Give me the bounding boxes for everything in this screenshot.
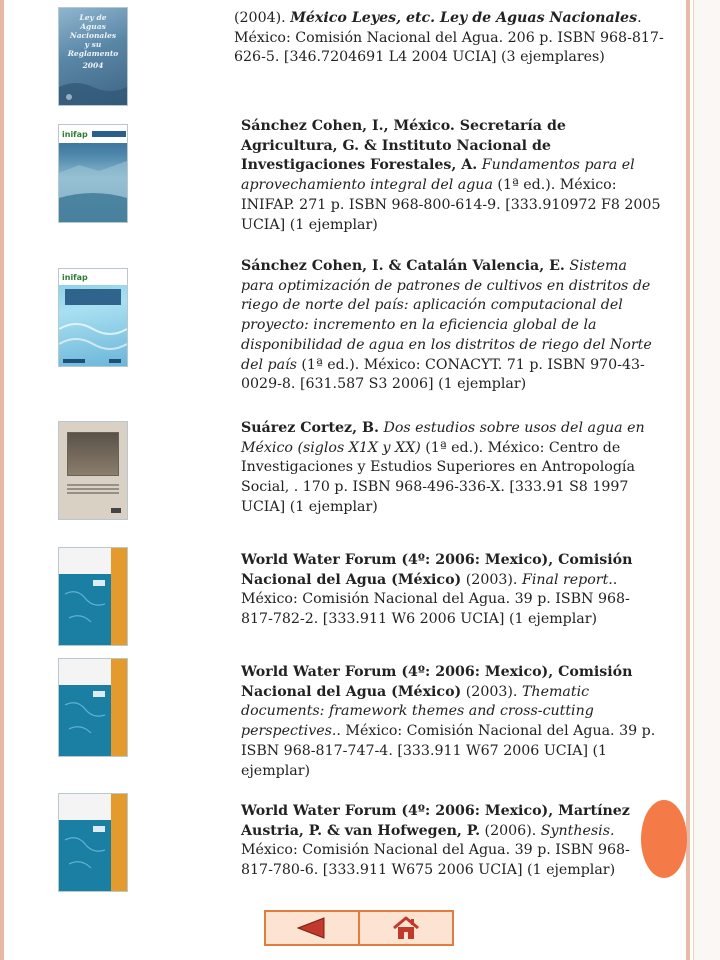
home-button[interactable]	[360, 912, 452, 944]
cover-title-line: Nacionales	[69, 31, 117, 40]
cover-title-line: Aguas	[80, 22, 106, 31]
citation-4	[241, 419, 661, 518]
cover-landscape-art	[59, 143, 127, 222]
citation-segment: Suárez Cortez, B.	[241, 420, 379, 436]
book-cover-dos-estudios	[58, 421, 128, 520]
book-cover-ley-aguas	[58, 7, 128, 106]
decorative-orange-oval	[641, 800, 687, 878]
right-margin	[694, 0, 720, 960]
citation-7	[241, 802, 661, 881]
citation-segment: Sánchez Cohen, I. & Catalán Valencia, E.	[241, 258, 565, 274]
citation-segment: Fundamentos para el aprovechamiento integral del agua	[241, 157, 635, 194]
cover-map-art	[59, 685, 111, 755]
citation-segment: World Water Forum (4º: 2006: Mexico), Martínez Austria, P. & van Hofwegen, P.	[241, 803, 630, 839]
back-button[interactable]	[266, 912, 360, 944]
navigation-bar	[264, 910, 454, 946]
citation-segment: (2004).	[234, 10, 291, 26]
citation-6	[241, 663, 661, 781]
citation-segment: (1ª ed.). México: INIFAP. 271 p. ISBN 968-800-614-9. [333.910972 F8 2005 UCIA] (1 ejemplar)	[241, 177, 661, 233]
cover-map-art	[59, 574, 111, 644]
book-cover-fundamentos	[58, 124, 128, 223]
citation-segment: (2003).	[461, 683, 522, 700]
cover-title-line: Reglamento	[67, 49, 119, 58]
citation-segment: World Water Forum (4º: 2006: Mexico), Comisión Nacional del Agua (México)	[241, 552, 633, 588]
cover-map-art	[59, 820, 111, 890]
citation-5	[241, 551, 661, 630]
cover-water-art	[59, 309, 127, 367]
citation-segment: (2003).	[461, 571, 522, 588]
cover-title-line: y su	[84, 40, 102, 49]
citation-segment: . México: Comisión Nacional del Agua. 39 p. ISBN 968-817-747-4. [333.911 W67 2006 UCIA] (1 ejemplar)	[241, 723, 656, 779]
citation-segment: (1ª ed.). México: Centro de Investigaciones y Estudios Superiores en Antropología Social, . 170 p. ISBN 968-496-336-X. [333.91 S8 1997 UCIA] (1 ejemplar)	[241, 439, 635, 515]
citation-segment: (1ª ed.). México: CONACYT. 71 p. ISBN 970-43-0029-8. [631.587 S3 2006] (1 ejemplar)	[241, 356, 645, 393]
back-arrow-icon	[294, 916, 330, 940]
citation-segment: Sistema para optimización de patrones de cultivos en distritos de riego de norte del país: aplicación computacional del proyecto: incremento en la eficiencia global de la disponibilidad de agua en los distritos de riego del Norte del país	[241, 258, 652, 373]
citation-segment: Sánchez Cohen, I., México. Secretaría de Agricultura, G. & Instituto Nacional de Investigaciones Forestales, A.	[241, 118, 566, 174]
citation-segment: México: Comisión Nacional del Agua. 39 p. ISBN 968-817-780-6. [333.911 W675 2006 UCIA] (1 ejemplar)	[241, 842, 630, 879]
cover-logo-inifap: inifap	[62, 272, 88, 282]
citation-segment: Dos estudios sobre usos del agua en México (siglos X1X y XX)	[241, 420, 645, 456]
citation-segment: World Water Forum (4º: 2006: Mexico), Comisión Nacional del Agua (México)	[241, 664, 633, 700]
book-cover-thematic-documents	[58, 658, 128, 757]
citation-segment: Synthesis.	[540, 822, 615, 839]
citation-2	[241, 117, 661, 235]
cover-logo-inifap: inifap	[62, 129, 88, 139]
book-cover-final-report	[58, 547, 128, 646]
citation-segment: . México: Comisión Nacional del Agua. 206 p. ISBN 968-817-626-5. [346.7204691 L4 2004 UCIA] (3 ejemplares)	[234, 10, 664, 66]
citation-3	[241, 257, 661, 395]
citation-1	[234, 9, 664, 68]
right-border-inner	[693, 0, 694, 960]
home-icon	[391, 915, 421, 941]
book-cover-sistema	[58, 268, 128, 367]
book-cover-synthesis	[58, 793, 128, 892]
citation-segment: México Leyes, etc. Ley de Aguas Nacionales	[290, 10, 638, 26]
cover-year: 2004	[82, 61, 104, 70]
left-border	[0, 0, 4, 960]
cover-title-line: Ley de	[79, 13, 107, 22]
citation-segment: Thematic documents: framework themes and cross-cutting perspectives.	[241, 683, 594, 740]
right-border	[686, 0, 690, 960]
citation-segment: (2006).	[480, 822, 541, 839]
citation-segment: . México: Comisión Nacional del Agua. 39 p. ISBN 968-817-782-2. [333.911 W6 2006 UCIA] (1 ejemplar)	[241, 571, 630, 628]
citation-segment: Final report.	[521, 571, 613, 588]
cover-water-art	[59, 75, 127, 105]
